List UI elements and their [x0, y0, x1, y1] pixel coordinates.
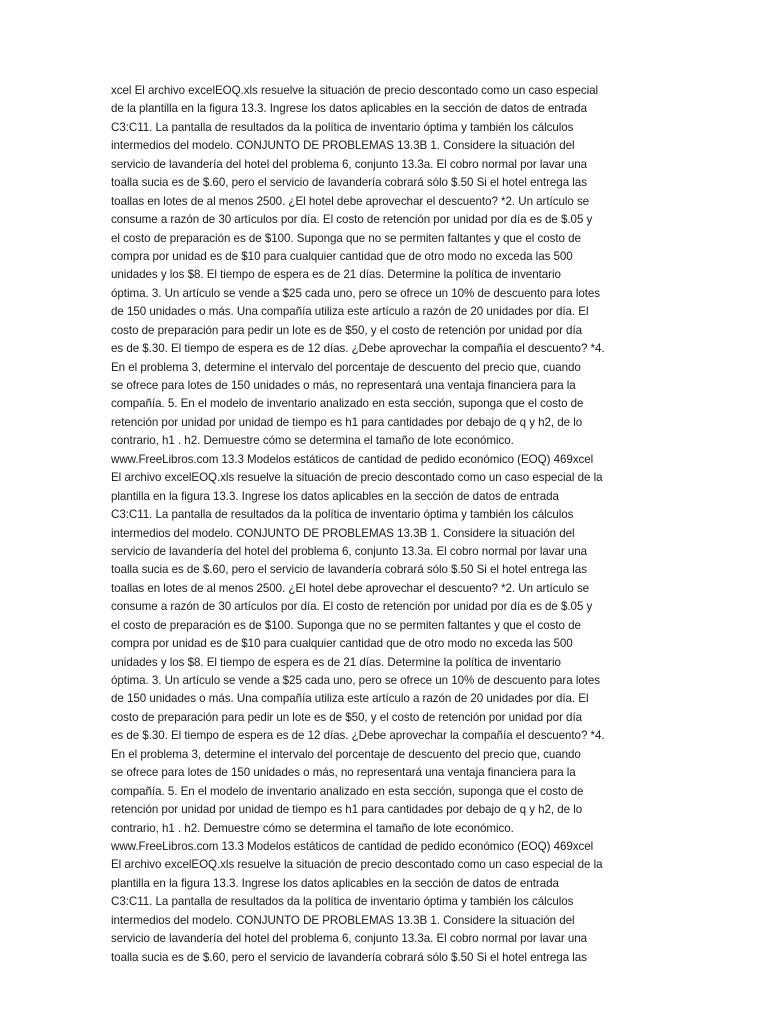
text-line: costo de preparación para pedir un lote es de $50, y el costo de retención por unidad por día	[111, 710, 583, 724]
text-line: servicio de lavandería del hotel del problema 6, conjunto 13.3a. El cobro normal por lavar una	[111, 157, 588, 171]
text-line: de 150 unidades o más. Una compañía utiliza este artículo a razón de 20 unidades por día. El	[111, 692, 589, 706]
text-line: se ofrece para lotes de 150 unidades o más, no representará una ventaja financiera para la	[111, 379, 576, 392]
text-line: unidades y los $8. El tiempo de espera es de 21 días. Determine la política de inventario	[111, 268, 561, 282]
text-line: contrario, h1 . h2. Demuestre cómo se determina el tamaño de lote económico.	[111, 434, 514, 448]
text-line: unidades y los $8. El tiempo de espera es de 21 días. Determine la política de inventario	[111, 655, 561, 669]
text-line: consume a razón de 30 artículos por día. El costo de retención por unidad por día es de $.05 y	[111, 213, 593, 227]
document-page	[111, 82, 661, 967]
text-line: toalla sucia es de $.60, pero el servicio de lavandería cobrará sólo $.50 Si el hotel entrega las	[111, 563, 587, 577]
text-line: es de $.30. El tiempo de espera es de 12 días. ¿Debe aprovechar la compañía el descuento? *4.	[111, 342, 605, 356]
text-line: óptima. 3. Un artículo se vende a $25 cada uno, pero se ofrece un 10% de descuento para lotes	[111, 674, 601, 687]
text-line: retención por unidad por unidad de tiempo es h1 para cantidades por debajo de q y h2, de lo	[111, 803, 583, 817]
text-line: contrario, h1 . h2. Demuestre cómo se determina el tamaño de lote económico.	[111, 821, 514, 835]
text-line: plantilla en la figura 13.3. Ingrese los datos aplicables en la sección de datos de entrada	[111, 489, 559, 503]
text-line: xcel El archivo excelEOQ.xls resuelve la situación de precio descontado como un caso especial	[111, 84, 599, 97]
text-line: C3:C11. La pantalla de resultados da la política de inventario óptima y también los cálculos	[111, 120, 574, 134]
text-line: El archivo excelEOQ.xls resuelve la situación de precio descontado como un caso especial de la	[111, 858, 603, 872]
text-line: En el problema 3, determine el intervalo del porcentaje de descuento del precio que, cuando	[111, 747, 581, 761]
text-line: óptima. 3. Un artículo se vende a $25 cada uno, pero se ofrece un 10% de descuento para lotes	[111, 286, 601, 300]
text-line: compra por unidad es de $10 para cualquier cantidad que de otro modo no exceda las 500	[111, 637, 573, 651]
text-line: En el problema 3, determine el intervalo del porcentaje de descuento del precio que, cuando	[111, 360, 581, 374]
text-line: toallas en lotes de al menos 2500. ¿El hotel debe aprovechar el descuento? *2. Un artículo se	[111, 194, 590, 208]
text-line: de la plantilla en la figura 13.3. Ingrese los datos aplicables en la sección de datos de entrada	[111, 102, 587, 116]
text-line: compra por unidad es de $10 para cualquier cantidad que de otro modo no exceda las 500	[111, 249, 573, 263]
text-line: el costo de preparación es de $100. Suponga que no se permiten faltantes y que el costo de	[111, 618, 581, 632]
text-line: C3:C11. La pantalla de resultados da la política de inventario óptima y también los cálculos	[111, 508, 574, 522]
text-line: plantilla en la figura 13.3. Ingrese los datos aplicables en la sección de datos de entrada	[111, 876, 559, 890]
text-line: consume a razón de 30 artículos por día. El costo de retención por unidad por día es de $.05 y	[111, 600, 593, 614]
text-line: toalla sucia es de $.60, pero el servicio de lavandería cobrará sólo $.50 Si el hotel entrega las	[111, 176, 587, 190]
text-line: www.FreeLibros.com 13.3 Modelos estáticos de cantidad de pedido económico (EOQ) 469xcel	[111, 452, 594, 466]
text-line: C3:C11. La pantalla de resultados da la política de inventario óptima y también los cálculos	[111, 895, 574, 909]
text-line: se ofrece para lotes de 150 unidades o más, no representará una ventaja financiera para la	[111, 766, 576, 780]
text-line: www.FreeLibros.com 13.3 Modelos estáticos de cantidad de pedido económico (EOQ) 469xcel	[111, 839, 594, 853]
text-line: costo de preparación para pedir un lote es de $50, y el costo de retención por unidad por día	[111, 323, 583, 337]
text-line: compañía. 5. En el modelo de inventario analizado en esta sección, suponga que el costo de	[111, 397, 584, 411]
text-line: es de $.30. El tiempo de espera es de 12 días. ¿Debe aprovechar la compañía el descuento? *4.	[111, 729, 605, 743]
text-line: toalla sucia es de $.60, pero el servicio de lavandería cobrará sólo $.50 Si el hotel entrega las	[111, 950, 587, 964]
text-line: servicio de lavandería del hotel del problema 6, conjunto 13.3a. El cobro normal por lavar una	[111, 544, 588, 558]
text-line: compañía. 5. En el modelo de inventario analizado en esta sección, suponga que el costo de	[111, 784, 584, 798]
text-line: toallas en lotes de al menos 2500. ¿El hotel debe aprovechar el descuento? *2. Un artículo se	[111, 581, 590, 595]
text-line: intermedios del modelo. CONJUNTO DE PROBLEMAS 13.3B 1. Considere la situación del	[111, 526, 575, 540]
text-line: intermedios del modelo. CONJUNTO DE PROBLEMAS 13.3B 1. Considere la situación del	[111, 139, 575, 153]
text-line: servicio de lavandería del hotel del problema 6, conjunto 13.3a. El cobro normal por lavar una	[111, 932, 588, 946]
text-line: el costo de preparación es de $100. Suponga que no se permiten faltantes y que el costo de	[111, 231, 581, 245]
text-line: intermedios del modelo. CONJUNTO DE PROBLEMAS 13.3B 1. Considere la situación del	[111, 913, 575, 927]
text-line: de 150 unidades o más. Una compañía utiliza este artículo a razón de 20 unidades por día. El	[111, 305, 589, 319]
text-line: retención por unidad por unidad de tiempo es h1 para cantidades por debajo de q y h2, de lo	[111, 415, 583, 429]
text-line: El archivo excelEOQ.xls resuelve la situación de precio descontado como un caso especial de la	[111, 471, 603, 485]
